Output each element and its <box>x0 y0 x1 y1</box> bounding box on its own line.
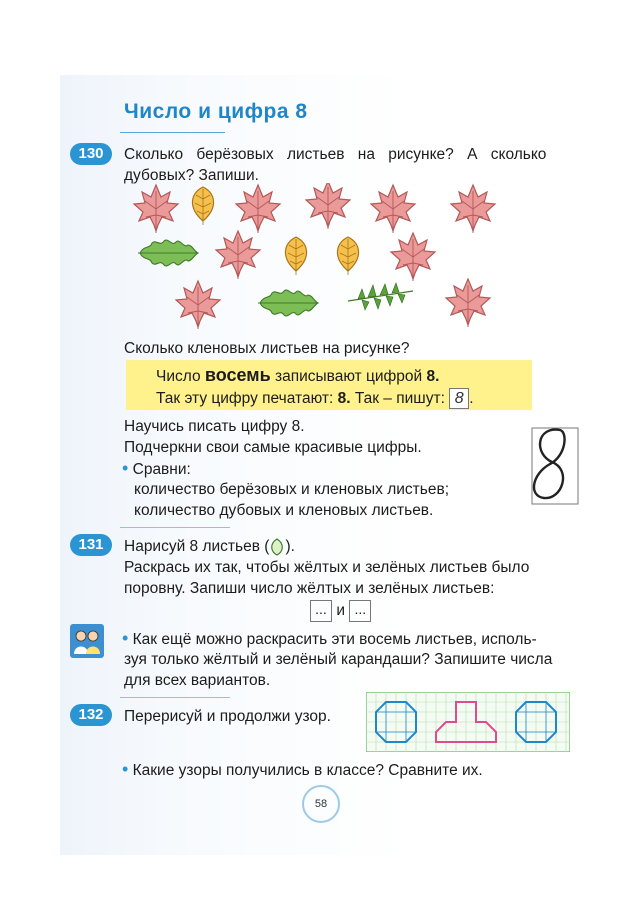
leaf-outline-icon <box>269 538 285 556</box>
handwritten-8-cell: 8 <box>449 388 469 409</box>
ex130-compare-title <box>122 458 191 480</box>
handwritten-8-sample <box>518 420 580 506</box>
maple-leaf-6 <box>216 231 260 279</box>
box-line1-digit: 8. <box>426 368 440 385</box>
ex131-q3: для всех вариантов. <box>124 672 271 689</box>
octagon-pattern-grid <box>366 692 570 752</box>
ex132-line1: Перерисуй и продолжи узор. <box>124 708 331 725</box>
separator-1 <box>120 527 230 528</box>
and-text: и <box>336 602 345 620</box>
maple-leaf-7 <box>391 233 435 281</box>
box-line2-digit: 8. <box>337 390 351 407</box>
ex131-answer-boxes <box>310 600 371 622</box>
ex131-line3: поровну. Запиши число жёлтых и зелёных листьев: <box>124 580 495 597</box>
box-line-2: Так эту цифру печатают: 8. Так – пишут: 8 . <box>156 390 474 408</box>
box-line1-prefix: Число <box>156 368 201 385</box>
maple-leaf-8 <box>176 281 220 329</box>
ex132-q1-text: Какие узоры получились в классе? Сравните их. <box>132 762 483 779</box>
maple-leaf-1 <box>134 185 178 233</box>
page-number: 58 <box>302 785 340 823</box>
maple-leaf-3 <box>306 183 350 229</box>
exercise-131-badge: 131 <box>70 534 112 556</box>
exercise-130-badge: 130 <box>70 143 112 165</box>
bullet-dot-icon: • <box>122 628 129 648</box>
oak-leaf-2 <box>258 290 318 316</box>
branch-leaf <box>348 283 413 310</box>
ex131-q2: зуя только жёлтый и зелёный карандаши? Запишите числа <box>124 651 553 668</box>
box-line2-mid: Так – пишут: <box>354 390 445 407</box>
birch-leaf-3 <box>337 237 358 275</box>
page-title: Число и цифра 8 <box>124 100 308 123</box>
pair-work-icon <box>70 624 104 658</box>
bullet-dot-icon: • <box>122 458 129 478</box>
ex130-learn-2: Подчеркни свои самые красивые цифры. <box>124 439 422 456</box>
ex131-q1 <box>122 628 537 650</box>
title-underline <box>120 132 225 133</box>
ex131-line1 <box>124 536 295 557</box>
maple-leaf-2 <box>236 185 280 233</box>
digit-info-box <box>126 360 532 410</box>
ex131-line2: Раскрась их так, чтобы жёлтых и зелёных листьев было <box>124 559 530 576</box>
bullet-dot-icon: • <box>122 759 129 779</box>
ex130-line1: Сколько берёзовых листьев на рисунке? А сколько <box>124 146 547 163</box>
separator-2 <box>120 697 230 698</box>
birch-leaf-1 <box>192 187 213 225</box>
compare-title-text: Сравни: <box>132 461 191 478</box>
ex131-line1-text: Нарисуй 8 листьев ( <box>124 538 270 555</box>
ex130-learn-1: Научись писать цифру 8. <box>124 418 305 435</box>
box-line-1 <box>156 365 439 387</box>
maple-leaf-5 <box>451 185 495 233</box>
box-line1-word: восемь <box>204 365 271 385</box>
box-line2-prefix: Так эту цифру печатают: <box>156 390 334 407</box>
ex131-q1-text: Как ещё можно раскрасить эти восемь листьев, исполь- <box>132 631 537 648</box>
ex130-compare-2: количество дубовых и кленовых листьев. <box>134 502 434 519</box>
ex130-compare-1: количество берёзовых и кленовых листьев; <box>134 481 450 498</box>
leaves-illustration <box>128 183 520 333</box>
ex131-line1-end: ). <box>285 538 295 555</box>
box-line1-mid: записывают цифрой <box>274 368 423 385</box>
maple-leaf-4 <box>371 185 415 233</box>
ex130-line2: дубовых? Запиши. <box>124 167 259 184</box>
oak-leaf-1 <box>138 240 198 266</box>
maple-leaf-9 <box>446 279 490 327</box>
answer-box-yellow[interactable]: ... <box>310 600 332 622</box>
birch-leaf-2 <box>285 237 306 275</box>
answer-box-green[interactable]: ... <box>349 600 371 622</box>
ex132-q1 <box>122 759 483 781</box>
ex130-maple-question: Сколько кленовых листьев на рисунке? <box>124 340 410 357</box>
exercise-132-badge: 132 <box>70 704 112 726</box>
